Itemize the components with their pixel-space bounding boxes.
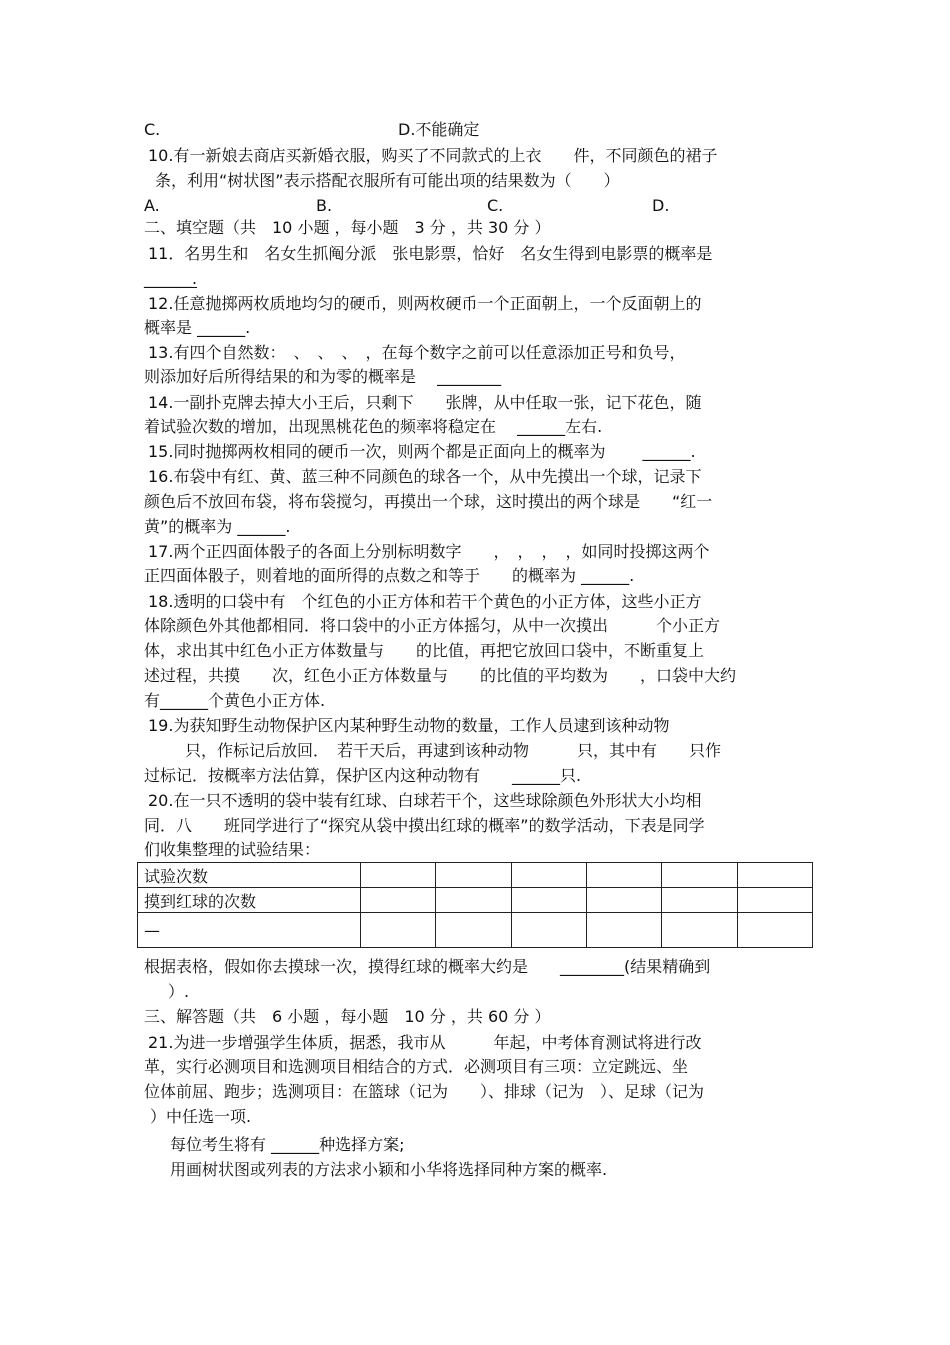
text-line-q17-2: 正四面体骰子，则着地的面所得的点数之和等于 的概率为 ______. [144, 566, 635, 585]
text-line-q20-4: 根据表格，假如你去摸球一次，摸得红球的概率大约是 ________(结果精确到 [144, 957, 711, 976]
table-cell [436, 888, 511, 913]
text-line-q21-4: ）中任选一项. [150, 1107, 252, 1126]
trial-results-table [137, 862, 813, 948]
text-line-q16-1: 16.布袋中有红、黄、蓝三种不同颜色的球各一个，从中先摸出一个球，记录下 [148, 467, 702, 486]
table-cell [361, 913, 436, 948]
text-line-q17-1: 17.两个正四面体骰子的各面上分别标明数字 ， ， ， ，如同时投掷这两个 [148, 542, 710, 561]
row-header: 试验次数 [138, 863, 361, 888]
table-cell [511, 888, 586, 913]
table-cell [662, 913, 737, 948]
table-cell [737, 913, 812, 948]
text-line-q21-2: 革，实行必测项目和选测项目相结合的方式．必测项目有三项：立定跳远、坐 [144, 1057, 689, 1076]
table-row [138, 863, 813, 888]
row-header: 摸到红球的次数 [138, 888, 361, 913]
table-row [138, 888, 813, 913]
table-cell [586, 863, 661, 888]
text-line-q14-1: 14.一副扑克牌去掉大小王后，只剩下 张牌，从中任取一张，记下花色，随 [148, 393, 702, 412]
text-line-q20-3: 们收集整理的试验结果： [144, 840, 321, 859]
text-line-q13-1: 13.有四个自然数： 、 、 、 ，在每个数字之前可以任意添加正号和负号， [148, 343, 686, 362]
text-line-q12-1: 12.任意抛掷两枚质地均匀的硬币，则两枚硬币一个正面朝上，一个反面朝上的 [148, 294, 702, 313]
text-line-sec2: 二、填空题（共 10 小题 ，每小题 3 分 ，共 30 分 ） [144, 218, 551, 237]
text-line-sec3: 三、解答题（共 6 小题 ，每小题 10 分 ，共 60 分 ） [144, 1007, 551, 1026]
table-cell [662, 863, 737, 888]
table-cell [662, 888, 737, 913]
text-line-opt-c-9: C. [144, 120, 161, 139]
table-cell [511, 863, 586, 888]
table-cell [737, 863, 812, 888]
text-line-opt-d-9: D.不能确定 [398, 120, 480, 139]
text-line-q16-3: 黄”的概率为 ______. [144, 517, 291, 536]
table-cell [586, 913, 661, 948]
table-cell [737, 888, 812, 913]
text-line-q10-d: D. [652, 196, 670, 215]
table-cell [361, 863, 436, 888]
text-line-q10-a: A. [144, 196, 160, 215]
text-line-q10-c: C. [487, 196, 504, 215]
table-cell [511, 913, 586, 948]
table-cell [586, 888, 661, 913]
text-line-q21-5: 每位考生将有 ______种选择方案; [170, 1135, 405, 1154]
text-line-q10-b: B. [316, 196, 333, 215]
text-line-q18-3: 体，求出其中红色小正方体数量与 的比值，再把它放回口袋中，不断重复上 [144, 641, 705, 660]
text-line-q11-2: ______. [144, 269, 198, 288]
text-line-q11-1: 11．名男生和 名女生抓阄分派 张电影票，恰好 名女生得到电影票的概率是 [148, 244, 713, 263]
text-line-q20-2: 同．八 班同学进行了“探究从袋中摸出红球的概率”的数学活动，下表是同学 [144, 816, 705, 835]
text-line-q12-2: 概率是 ______. [144, 318, 251, 337]
text-line-q18-5: 有______个黄色小正方体. [144, 691, 326, 710]
text-line-q21-3: 位体前屈、跑步；选测项目：在篮球（记为 ）、排球（记为 ）、足球（记为 [144, 1082, 705, 1101]
text-line-q20-5: ）. [168, 982, 190, 1001]
text-line-q16-2: 颜色后不放回布袋，将布袋搅匀，再摸出一个球，这时摸出的两个球是 “红一 [144, 492, 713, 511]
text-line-q15: 15.同时抛掷两枚相同的硬币一次，则两个都是正面向上的概率为 ______. [148, 442, 696, 461]
text-line-q10-2: 条，利用“树状图”表示搭配衣服所有可能出项的结果数为（ ） [155, 171, 620, 190]
table-cell [436, 913, 511, 948]
text-line-q10-1: 10.有一新娘去商店买新婚衣服，购买了不同款式的上衣 件，不同颜色的裙子 [148, 146, 718, 165]
row-header: — [138, 913, 361, 948]
text-line-q18-4: 述过程，共摸 次，红色小正方体数量与 的比值的平均数为 ，口袋中大约 [144, 666, 737, 685]
text-line-q14-2: 着试验次数的增加，出现黑桃花色的频率将稳定在 ______左右. [144, 417, 603, 436]
text-line-q21-1: 21.为进一步增强学生体质，据悉，我市从 年起，中考体育测试将进行改 [148, 1033, 702, 1052]
text-line-q19-2: 只，作标记后放回． 若干天后，再逮到该种动物 只，其中有 只作 [185, 741, 722, 760]
text-line-q19-3: 过标记．按概率方法估算，保护区内这种动物有 ______只. [144, 766, 582, 785]
text-line-q18-1: 18.透明的口袋中有 个红色的小正方体和若干个黄色的小正方体，这些小正方 [148, 592, 702, 611]
text-line-q20-1: 20.在一只不透明的袋中装有红球、白球若干个，这些球除颜色外形状大小均相 [148, 791, 702, 810]
table-cell [436, 863, 511, 888]
table-row [138, 913, 813, 948]
text-line-q13-2: 则添加好后所得结果的和为零的概率是 ________ [144, 367, 502, 386]
table-cell [361, 888, 436, 913]
text-line-q19-1: 19.为获知野生动物保护区内某种野生动物的数量，工作人员逮到该种动物 [148, 716, 670, 735]
text-line-q18-2: 体除颜色外其他都相同．将口袋中的小正方体摇匀，从中一次摸出 个小正方 [144, 616, 721, 635]
text-line-q21-6: 用画树状图或列表的方法求小颖和小华将选择同种方案的概率. [170, 1160, 608, 1179]
